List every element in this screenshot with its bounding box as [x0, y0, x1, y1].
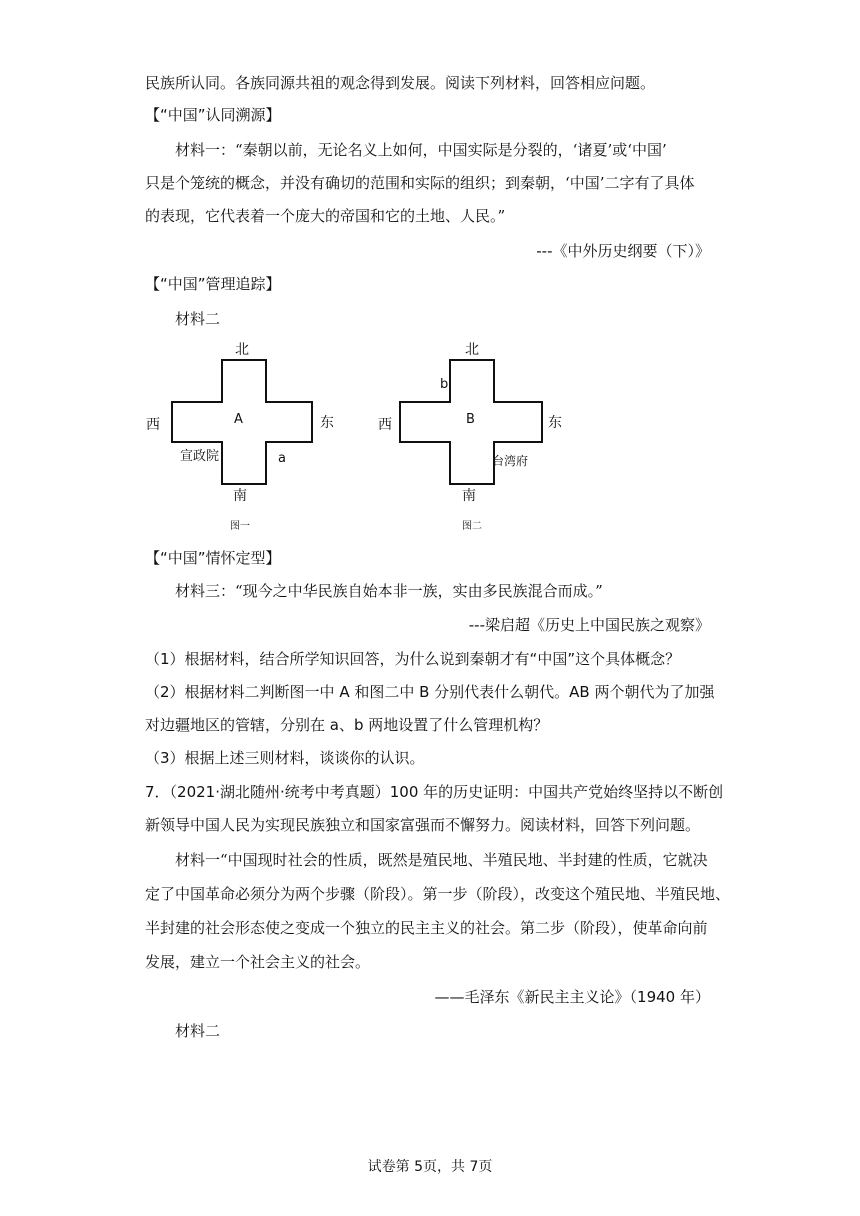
p7-material-1-line-3: 半封建的社会形态使之变成一个独立的民主主义的社会。第二步（阶段），使革命向前 — [145, 919, 708, 937]
question-2-line-1: （2）根据材料二判断图一中 A 和图二中 B 分别代表什么朝代。AB 两个朝代为了加强 — [145, 683, 715, 701]
fig2-east-label: 东 — [548, 415, 562, 431]
fig1-south-label: 南 — [233, 488, 247, 504]
fig2-west-label: 西 — [378, 417, 392, 433]
p7-material-2-label: 材料二 — [175, 1022, 221, 1040]
fig1-east-label: 东 — [320, 415, 334, 431]
page-footer: 试卷第 5页，共 7页 — [367, 1159, 493, 1175]
figure-2 — [378, 342, 562, 532]
p7-material-1-source: ——毛泽东《新民主主义论》（1940 年） — [434, 988, 710, 1006]
problem-7-line-2: 新领导中国人民为实现民族独立和国家富强而不懈努力。阅读材料，回答下列问题。 — [145, 816, 701, 834]
material-1-source: ---《中外历史纲要（下）》 — [536, 242, 710, 260]
problem-7-line-1: 7．（2021·湖北随州·统考中考真题）100 年的历史证明：中国共产党始终坚持以不断创 — [145, 783, 724, 801]
section-heading-3: 【“中国”情怀定型】 — [145, 549, 281, 567]
fig1-caption: 图一 — [230, 521, 250, 532]
fig1-west-label: 西 — [146, 417, 160, 433]
line-1: 民族所认同。各族同源共祖的观念得到发展。阅读下列材料，回答相应问题。 — [145, 74, 656, 92]
question-1: （1）根据材料，结合所学知识回答，为什么说到秦朝才有“中国”这个具体概念？ — [145, 650, 681, 668]
question-3: （3）根据上述三则材料，谈谈你的认识。 — [145, 749, 425, 767]
material-1-line-1: 材料一：“秦朝以前，无论名义上如何，中国实际是分裂的，‘诸夏’或‘中国’ — [175, 141, 667, 159]
fig1-north-label: 北 — [235, 342, 249, 358]
material-2-label: 材料二 — [175, 310, 221, 328]
material-3-text: 材料三：“现今之中华民族自始本非一族，实由多民族混合而成。” — [175, 582, 603, 600]
section-heading-2: 【“中国”管理追踪】 — [145, 275, 281, 293]
fig2-se-label: 台湾府 — [492, 454, 529, 468]
question-2-line-2: 对边疆地区的管辖，分别在 a、b 两地设置了什么管理机构？ — [145, 716, 549, 734]
figure-1 — [146, 342, 334, 532]
fig2-nw-label: b — [440, 377, 449, 392]
p7-material-1-line-4: 发展，建立一个社会主义的社会。 — [145, 953, 371, 971]
fig1-sw-label: 宣政院 — [180, 449, 220, 464]
fig1-center-label: A — [234, 412, 243, 427]
p7-material-1-line-1: 材料一“中国现时社会的性质，既然是殖民地、半殖民地、半封建的性质，它就决 — [175, 851, 708, 869]
material-3-source: ---梁启超《历史上中国民族之观察》 — [468, 616, 710, 634]
fig2-south-label: 南 — [462, 488, 476, 504]
cross-diagrams — [140, 336, 600, 536]
section-heading-1: 【“中国”认同溯源】 — [145, 106, 281, 124]
material-1-line-3: 的表现，它代表着一个庞大的帝国和它的土地、人民。” — [145, 207, 506, 225]
p7-material-1-line-2: 定了中国革命必须分为两个步骤（阶段）。第一步（阶段），改变这个殖民地、半殖民地、 — [145, 885, 731, 903]
fig1-se-label: a — [278, 451, 286, 466]
fig2-center-label: B — [466, 412, 475, 427]
fig2-caption: 图二 — [462, 521, 482, 532]
material-1-line-2: 只是个笼统的概念，并没有确切的范围和实际的组织；到秦朝，‘中国’二字有了具体 — [145, 174, 695, 192]
fig2-north-label: 北 — [465, 342, 479, 358]
